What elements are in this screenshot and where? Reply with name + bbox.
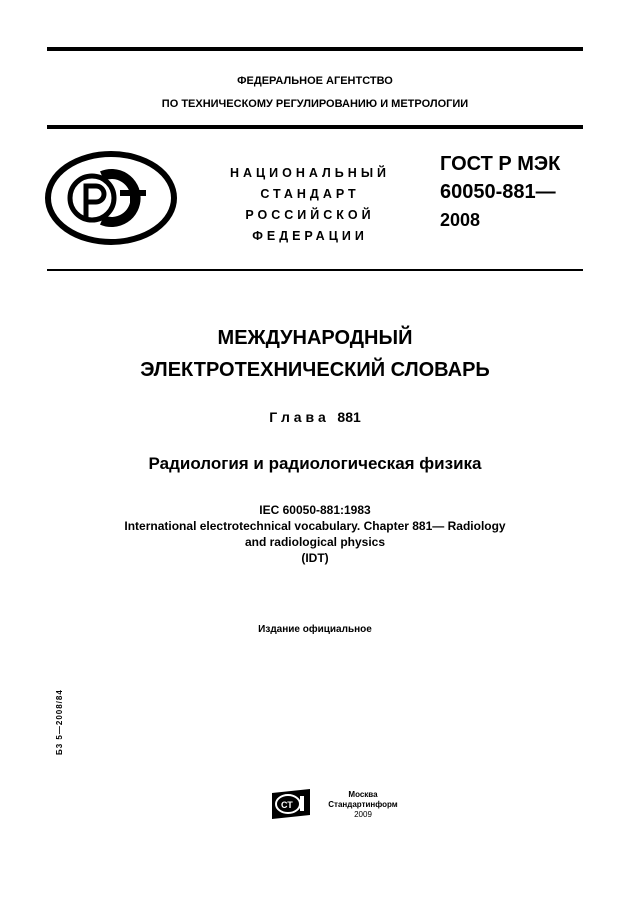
publisher-year: 2009 bbox=[354, 810, 372, 819]
divider-rule bbox=[47, 269, 583, 271]
publisher-logo-icon bbox=[270, 789, 312, 819]
publisher-info bbox=[318, 790, 408, 820]
agency-line-1: ФЕДЕРАЛЬНОЕ АГЕНТСТВО bbox=[237, 75, 393, 87]
publisher-name: Стандартинформ bbox=[328, 800, 398, 809]
rst-logo-icon bbox=[44, 150, 178, 246]
national-standard-label bbox=[205, 163, 415, 247]
standard-designation bbox=[440, 150, 560, 234]
iec-reference bbox=[0, 502, 630, 566]
svg-text:СТ: СТ bbox=[281, 800, 293, 810]
national-line: ФЕДЕРАЦИИ bbox=[252, 229, 368, 243]
national-line: СТАНДАРТ bbox=[260, 187, 360, 201]
top-rule bbox=[47, 47, 583, 51]
iec-line: International electrotechnical vocabulary. Chapter 881— Radiology bbox=[124, 519, 506, 533]
document-title bbox=[0, 322, 630, 386]
agency-header bbox=[0, 70, 630, 116]
iec-line: IEC 60050-881:1983 bbox=[259, 503, 371, 517]
edition-label: Издание официальное bbox=[258, 624, 372, 635]
designation-line: ГОСТ Р МЭК bbox=[440, 153, 561, 175]
header-rule bbox=[47, 125, 583, 129]
national-line: НАЦИОНАЛЬНЫЙ bbox=[229, 166, 391, 180]
subtitle: Радиология и радиологическая физика bbox=[148, 454, 482, 473]
national-line: РОССИЙСКОЙ bbox=[245, 208, 375, 222]
side-code: Б3 5—2008/84 bbox=[55, 689, 64, 755]
iec-line: and radiological physics bbox=[244, 535, 386, 549]
chapter-label: Г л а в а 881 bbox=[269, 409, 361, 425]
title-line: МЕЖДУНАРОДНЫЙ bbox=[217, 327, 413, 349]
designation-line: 2008 bbox=[440, 210, 481, 230]
title-line: ЭЛЕКТРОТЕХНИЧЕСКИЙ СЛОВАРЬ bbox=[140, 359, 490, 381]
agency-line-2: ПО ТЕХНИЧЕСКОМУ РЕГУЛИРОВАНИЮ И МЕТРОЛОГИИ bbox=[161, 98, 469, 110]
designation-line: 60050-881— bbox=[440, 181, 556, 203]
iec-line: (IDT) bbox=[301, 551, 329, 565]
publisher-city: Москва bbox=[348, 790, 378, 799]
